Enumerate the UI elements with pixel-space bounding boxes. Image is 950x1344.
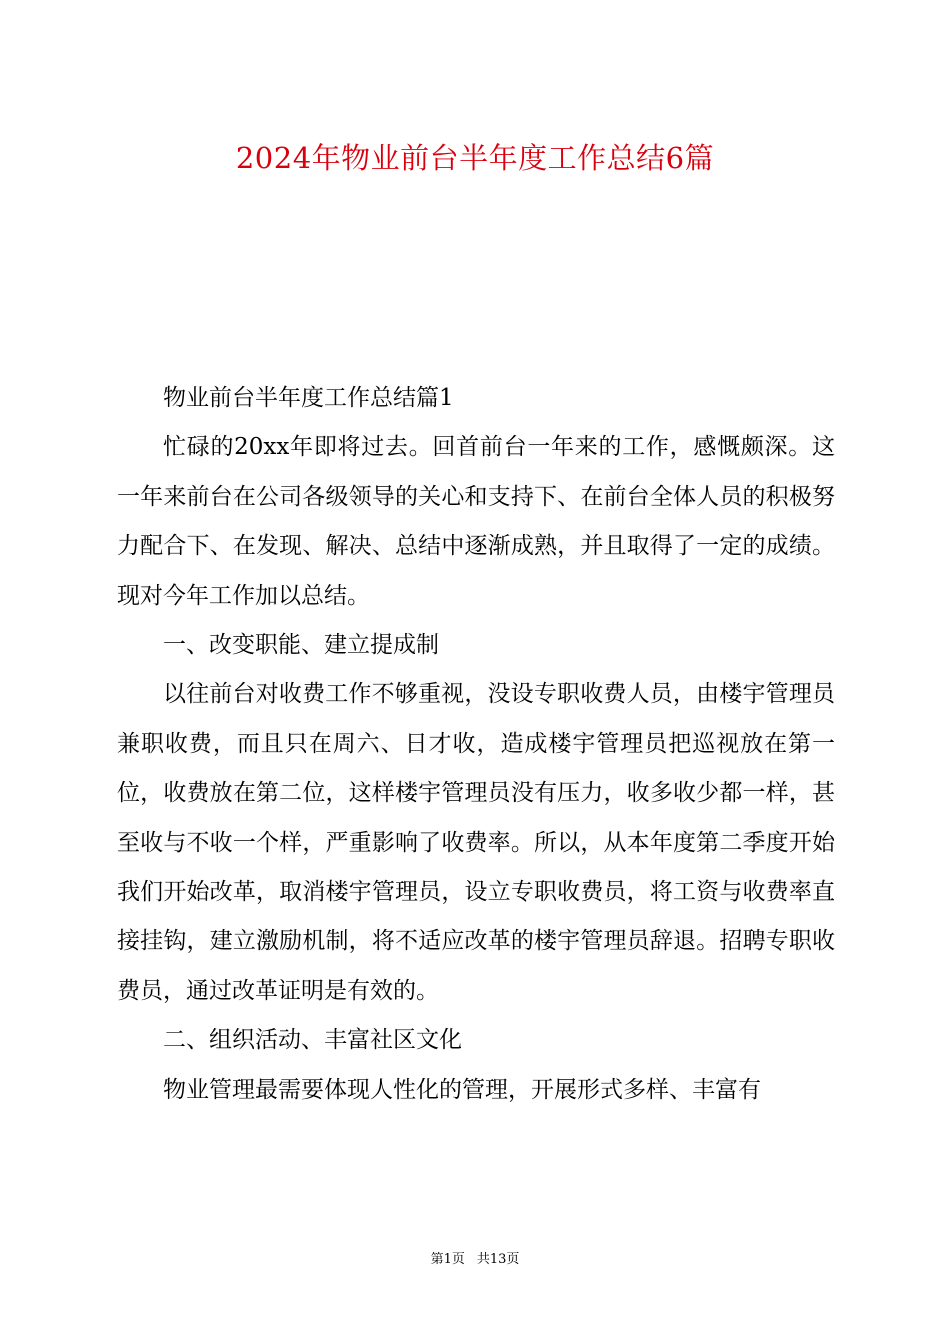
paragraph-activities: 物业管理最需要体现人性化的管理，开展形式多样、丰富有	[163, 1076, 761, 1103]
paragraph-reform: 以往前台对收费工作不够重视，没设专职收费人员，由楼宇管理员兼职收费，而且只在周六、日才收，造成楼宇管理员把巡视放在第一位，收费放在第二位，这样楼宇管理员没有压力，收多收少都一样，甚至收与不收一个样，严重影响了收费率。所以，从本年度第二季度开始我们开始改革，取消楼宇管理员，设立专职收费员，将工资与收费率直接挂钩，建立激励机制，将不适应改革的楼宇管理员辞退。招聘专职收费员，通过改革证明是有效的。	[117, 681, 835, 1004]
document-title: 2024年物业前台半年度工作总结6篇	[235, 141, 715, 175]
page-number: 第1页	[430, 1252, 465, 1267]
document-body	[117, 374, 835, 1115]
page-total: 共13页	[476, 1252, 520, 1267]
section-heading-part-1: 物业前台半年度工作总结篇1	[163, 385, 454, 411]
paragraph-intro: 忙碌的20xx年即将过去。回首前台一年来的工作，感慨颇深。这一年来前台在公司各级领导的关心和支持下、在前台全体人员的积极努力配合下、在发现、解决、总结中逐渐成熟，并且取得了一定的成绩。现对今年工作加以总结。	[117, 434, 835, 609]
section-heading-two: 二、组织活动、丰富社区文化	[163, 1027, 462, 1054]
page-footer	[0, 1251, 950, 1269]
section-heading-one: 一、改变职能、建立提成制	[163, 632, 439, 659]
